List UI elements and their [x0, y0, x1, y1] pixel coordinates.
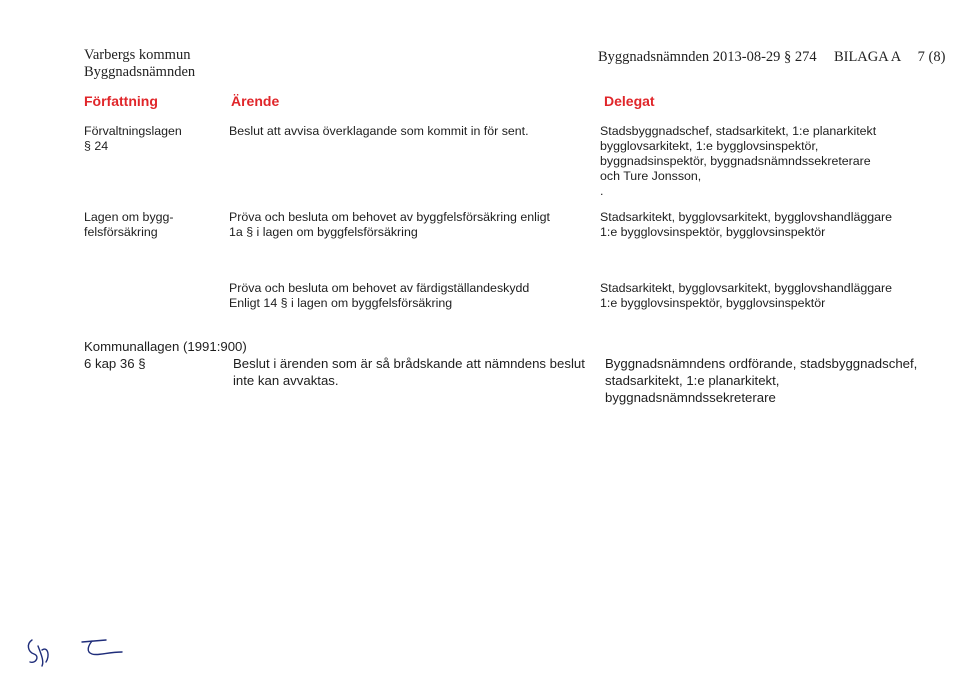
- page-number: 7 (8): [917, 49, 946, 65]
- document-reference: [598, 49, 945, 66]
- column-heading-delegat: Delegat: [604, 93, 655, 109]
- org-department: Byggnadsnämnden: [84, 64, 196, 80]
- column-heading-arende: Ärende: [231, 93, 280, 109]
- meeting-reference: Byggnadsnämnden 2013-08-29 § 274: [598, 49, 817, 65]
- row-2-delegat: Stadsarkitekt, bygglovsarkitekt, bygglovshandläggare 1:e bygglovsinspektör, bygglovsinspektör: [600, 210, 893, 239]
- row-3-delegat: Stadsarkitekt, bygglovsarkitekt, bygglovshandläggare 1:e bygglovsinspektör, bygglovsinspektör: [600, 281, 893, 310]
- row-1-delegat: Stadsbyggnadschef, stadsarkitekt, 1:e planarkitekt bygglovsarkitekt, 1:e bygglovsinspektör, byggnadsinspektör, byggnadsnämndssekreterare och Ture Jonsson, .: [600, 124, 877, 198]
- row-4-forfattning: Kommunallagen (1991:900) 6 kap 36 §: [84, 339, 247, 371]
- handwritten-initials: [22, 632, 132, 672]
- column-heading-forfattning: Författning: [84, 93, 158, 109]
- row-3-arende: Pröva och besluta om behovet av färdigställandeskydd Enligt 14 § i lagen om byggfelsförsäkring: [229, 281, 530, 310]
- row-1-forfattning: Förvaltningslagen § 24: [84, 124, 182, 153]
- row-4-delegat: Byggnadsnämndens ordförande, stadsbyggnadschef, stadsarkitekt, 1:e planarkitekt, byggnadsnämndssekreterare: [605, 356, 918, 405]
- bilaga-label: BILAGA A: [833, 49, 901, 65]
- row-2-arende: Pröva och besluta om behovet av byggfelsförsäkring enligt 1a § i lagen om byggfelsförsäkring: [229, 210, 550, 239]
- org-name: Varbergs kommun: [84, 47, 191, 63]
- row-2-forfattning: Lagen om bygg- felsförsäkring: [84, 210, 174, 239]
- organization-header: [84, 47, 195, 81]
- row-1-arende: Beslut att avvisa överklagande som kommit in för sent.: [229, 124, 529, 138]
- row-4-arende: Beslut i ärenden som är så brådskande att nämndens beslut inte kan avvaktas.: [233, 356, 585, 388]
